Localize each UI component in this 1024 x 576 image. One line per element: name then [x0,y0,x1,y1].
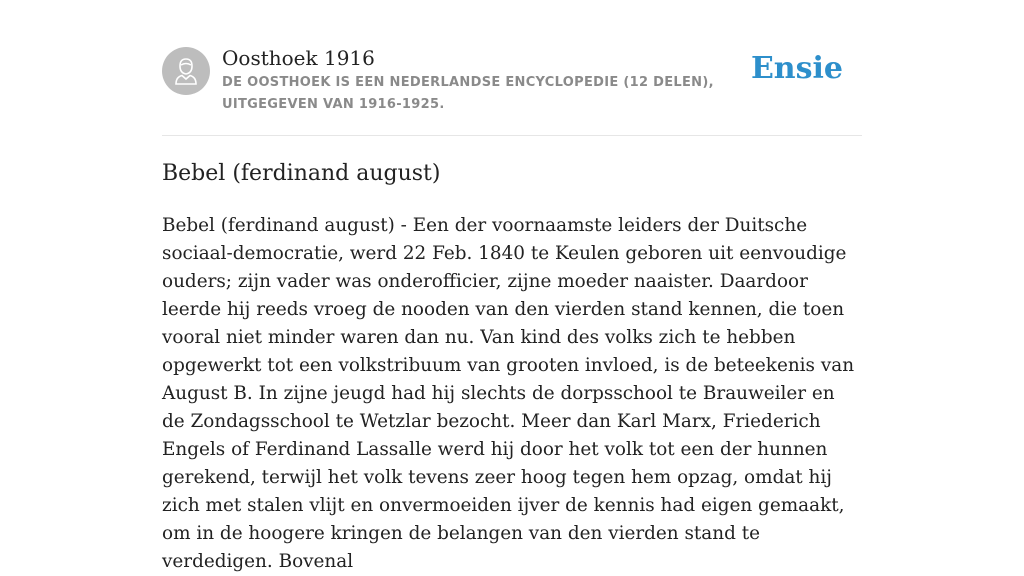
entry-title: Bebel (ferdinand august) [162,161,441,186]
entry-body: Bebel (ferdinand august) - Een der voornaamste leiders der Duitsche sociaal-democratie, werd 22 Feb. 1840 te Keulen geboren uit eenvoudige ouders; zijn vader was onderofficier, zijne moeder naaister. Daardoor leerde hij reeds vroeg de nooden van den vierden stand kennen, die toen vooral niet minder waren dan nu. Van kind des volks zich te hebben opgewerkt tot een volkstribuum van grooten invloed, is de beteekenis van August B. In zijne jeugd had hij slechts de dorpsschool te Brauweiler en de Zondagsschool te Wetzlar bezocht. Meer dan Karl Marx, Friederich Engels of Ferdinand Lassalle werd hij door het volk tot een der hunnen gerekend, terwijl het volk tevens zeer hoog tegen hem opzag, omdat hij zich met stalen vlijt en onvermoeiden ijver de kennis had eigen gemaakt, om in de hoogere kringen de belangen van den vierden stand te verdedigen. Bovenal [162,215,855,572]
divider [162,135,862,136]
user-icon [162,47,210,95]
brand-logo[interactable]: Ensie [750,51,843,86]
avatar[interactable] [162,47,210,95]
source-header [162,45,862,135]
source-title[interactable]: Oosthoek 1916 [222,46,375,70]
source-description: DE OOSTHOEK IS EEN NEDERLANDSE ENCYCLOPEDIE (12 DELEN), UITGEGEVEN VAN 1916-1925. [222,75,714,112]
